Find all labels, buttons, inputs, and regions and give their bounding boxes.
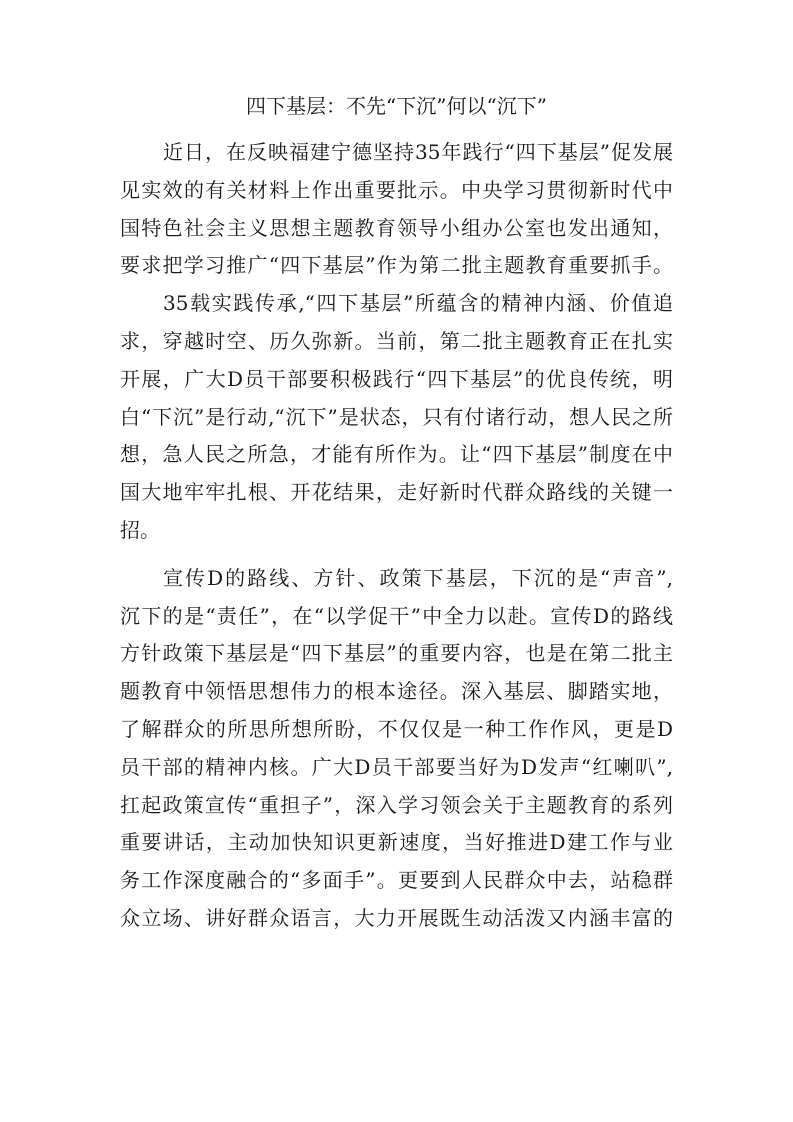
text-line: 想，急人民之所急，才能有所作为。让“四下基层”制度在中 [120,442,673,467]
text-line: 要求把学习推广“四下基层”作为第二批主题教育重要抓手。 [120,253,673,278]
text-line: 扛起政策宣传“重担子”，深入学习领会关于主题教育的系列 [120,792,673,817]
text-line: 了解群众的所思所想所盼，不仅仅是一种工作作风，更是D [120,716,673,741]
text-line: 国大地牢牢扎根、开花结果，走好新时代群众路线的关键一 [120,480,673,505]
text-line: 开展，广大D员干部要积极践行“四下基层”的优良传统，明 [120,366,673,391]
paragraph-gap [120,550,673,560]
document-body [120,134,673,938]
text-line: 求，穿越时空、历久弥新。当前，第二批主题教育正在扎实 [120,328,673,353]
text-line: 员干部的精神内核。广大D员干部要当好为D发声“红喇叭”, [120,754,673,779]
paragraph [120,560,673,938]
text-line: 招。 [120,517,160,542]
text-line: 国特色社会主义思想主题教育领导小组办公室也发出通知， [120,215,673,240]
text-line: 方针政策下基层是“四下基层”的重要内容，也是在第二批主 [120,641,673,666]
text-line: 见实效的有关材料上作出重要批示。中央学习贯彻新时代中 [120,177,673,202]
text-line: 题教育中领悟思想伟力的根本途径。深入基层、脚踏实地， [120,679,673,704]
text-line: 35载实践传承,“四下基层”所蕴含的精神内涵、价值追 [163,291,673,316]
text-line: 众立场、讲好群众语言，大力开展既生动活泼又内涵丰富的 [120,905,673,930]
text-line: 白“下沉”是行动,“沉下”是状态，只有付诸行动，想人民之所 [120,404,673,429]
paragraph [120,285,673,550]
text-line: 宣传D的路线、方针、政策下基层，下沉的是“声音”, [163,565,673,590]
text-line: 务工作深度融合的“多面手”。更要到人民群众中去，站稳群 [120,868,673,893]
text-line: 近日，在反映福建宁德坚持35年践行“四下基层”促发展 [163,140,673,164]
paragraph [120,134,673,285]
text-line: 重要讲话，主动加快知识更新速度，当好推进D建工作与业 [120,830,673,855]
document-title: 四下基层：不先“下沉”何以“沉下” [246,94,547,118]
text-line: 沉下的是“责任”，在“以学促干”中全力以赴。宣传D的路线 [120,603,673,628]
